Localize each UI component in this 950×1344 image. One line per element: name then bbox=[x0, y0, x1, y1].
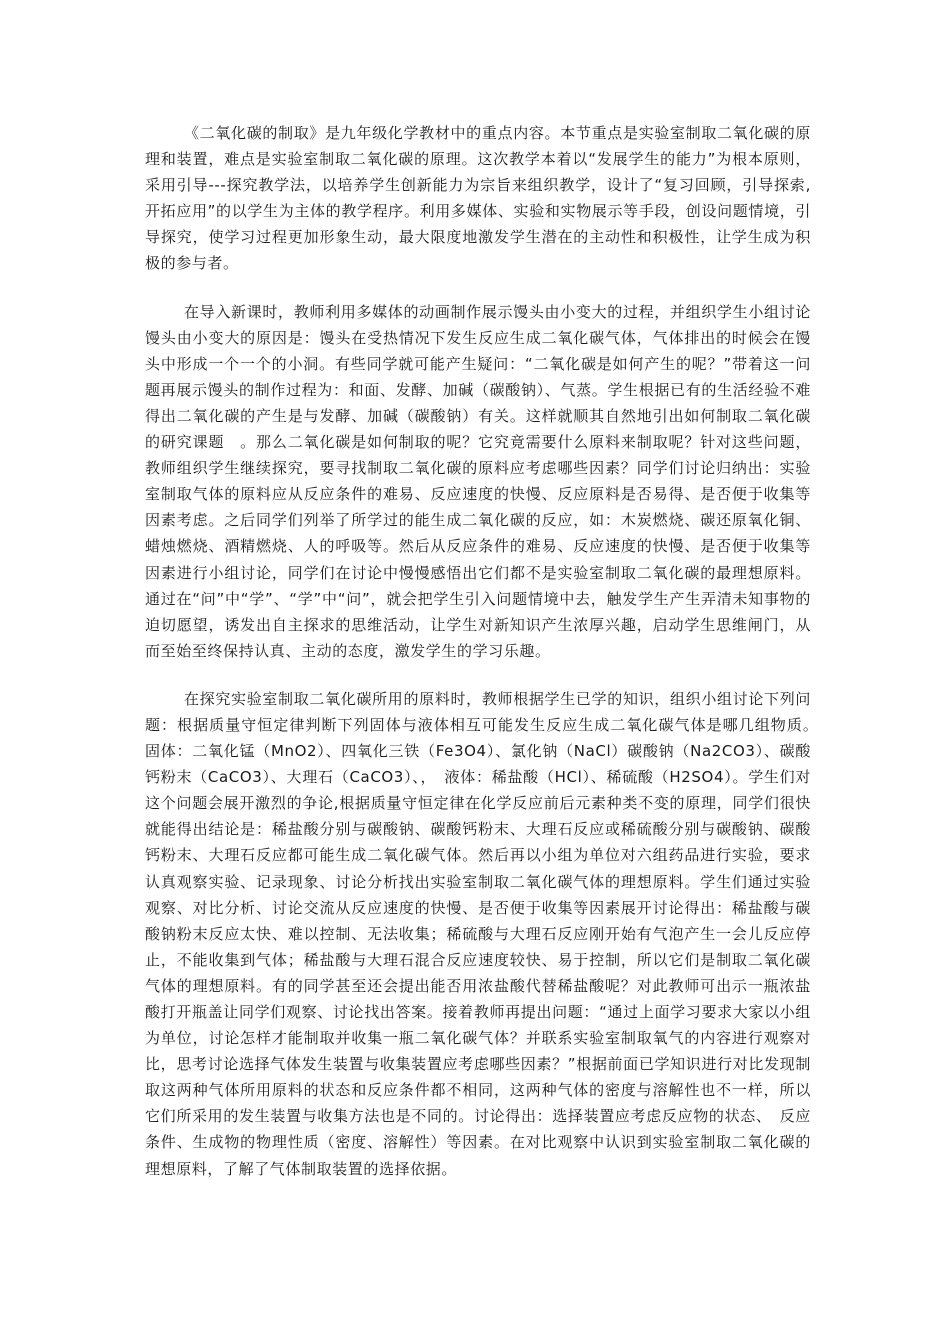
paragraph-raw-materials-inquiry: 在探究实验室制取二氧化碳所用的原料时，教师根据学生已学的知识，组织小组讨论下列问题：根据质量守恒定律判断下列固体与液体相互可能发生反应生成二氧化碳气体是哪几组物质。 固体：二氧化锰（MnO2）、四氧化三铁（Fe3O4）、氯化钠（NaCl）碳酸钠（Na2CO3）、碳酸钙粉末（CaCO3）、大理石（CaCO3）、， 液体：稀盐酸（HCl）、稀硫酸（H2SO4）。学生们对这个问题会展开激烈的争论,根据质量守恒定律在化学反应前后元素种类不变的原理，同学们很快就能得出结论是：稀盐酸分别与碳酸钠、碳酸钙粉末、大理石反应或稀硫酸分别与碳酸钠、碳酸钙粉末、大理石反应都可能生成二氧化碳气体。然后再以小组为单位对六组药品进行实验，要求认真观察实验、记录现象、讨论分析找出实验室制取二氧化碳气体的理想原料。学生们通过实验观察、对比分析、讨论交流从反应速度的快慢、是否便于收集等因素展开讨论得出：稀盐酸与碳酸钠粉末反应太快、难以控制、无法收集；稀硫酸与大理石反应刚开始有气泡产生一会儿反应停止，不能收集到气体；稀盐酸与大理石混合反应速度较快、易于控制，所以它们是制取二氧化碳气体的理想原料。有的同学甚至还会提出能否用浓盐酸代替稀盐酸呢？对此教师可出示一瓶浓盐酸打开瓶盖让同学们观察、讨论找出答案。接着教师再提出问题：“通过上面学习要求大家以小组为单位，讨论怎样才能制取并收集一瓶二氧化碳气体？并联系实验室制取氧气的内容进行观察对比，思考讨论选择气体发生装置与收集装置应考虑哪些因素？”根据前面已学知识进行对比发现制取这两种气体所用原料的状态和反应条件都不相同，这两种气体的密度与溶解性也不一样，所以它们所采用的发生装置与收集方法也是不同的。讨论得出：选择装置应考虑反应物的状态、 反应条件、生成物的物理性质（密度、溶解性）等因素。在对比观察中认识到实验室制取二氧化碳的理想原料，了解了气体制取装置的选择依据。 bbox=[145, 689, 827, 1178]
paragraph-introduction: 《二氧化碳的制取》是九年级化学教材中的重点内容。本节重点是实验室制取二氧化碳的原理和装置，难点是实验室制取二氧化碳的原理。这次教学本着以“发展学生的能力”为根本原则，采用引导---探究教学法，以培养学生创新能力为宗旨来组织教学，设计了“复习回顾，引导探索,开拓应用”的以学生为主体的教学程序。利用多媒体、实验和实物展示等手段，创设问题情境，引导探究，使学习过程更加形象生动，最大限度地激发学生潜在的主动性和积极性，让学生成为积极的参与者。 bbox=[145, 124, 811, 273]
paragraph-lesson-introduction: 在导入新课时，教师利用多媒体的动画制作展示馒头由小变大的过程，并组织学生小组讨论馒头由小变大的原因是：馒头在受热情况下发生反应生成二氧化碳气体，气体排出的时候会在馒头中形成一个一个的小洞。有些同学就可能产生疑问：“二氧化碳是如何产生的呢？”带着这一问题再展示馒头的制作过程为：和面、发酵、加碱（碳酸钠）、气蒸。学生根据已有的生活经验不难得出二氧化碳的产生是与发酵、加碱（碳酸钠）有关。这样就顺其自然地引出如何制取二氧化碳的研究课题 。那么二氧化碳是如何制取的呢？它究竟需要什么原料来制取呢？针对这些问题，教师组织学生继续探究，要寻找制取二氧化碳的原料应考虑哪些因素？同学们讨论归纳出：实验室制取气体的原料应从反应条件的难易、反应速度的快慢、反应原料是否易得、是否便于收集等因素考虑。之后同学们列举了所学过的能生成二氧化碳的反应，如：木炭燃烧、碳还原氧化铜、蜡烛燃烧、酒精燃烧、人的呼吸等。然后从反应条件的难易、反应速度的快慢、是否便于收集等因素进行小组讨论，同学们在讨论中慢慢感悟出它们都不是实验室制取二氧化碳的最理想原料。通过在“问”中“学”、“学”中“问”，就会把学生引入问题情境中去，触发学生产生弄清未知事物的迫切愿望，诱发出自主探求的思维活动，让学生对新知识产生浓厚兴趣，启动学生思维闸门，从而至始至终保持认真、主动的态度，激发学生的学习乐趣。 bbox=[145, 302, 811, 660]
document-body bbox=[145, 120, 827, 1204]
